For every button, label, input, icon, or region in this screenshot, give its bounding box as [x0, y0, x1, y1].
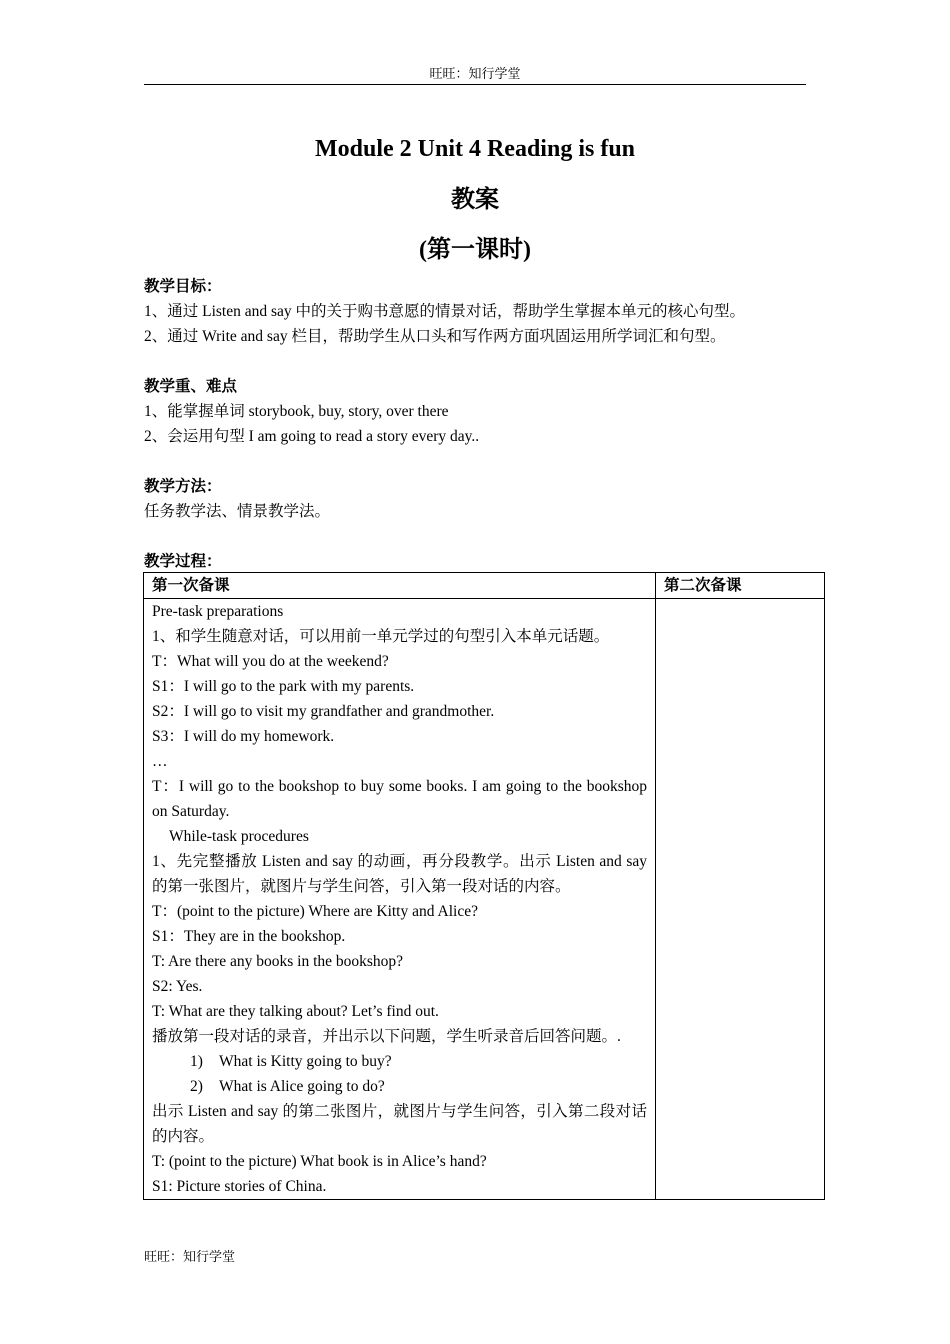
first-prep-content — [144, 599, 656, 1200]
stage-label: While-task procedures — [169, 828, 309, 845]
objective-item: 1、通过 Listen and say 中的关于购书意愿的情景对话，帮助学生掌握本单元的核心句型。 — [144, 303, 746, 320]
page-footer: 旺旺：知行学堂 — [144, 1249, 236, 1264]
document-subtitle: 教案 — [451, 187, 499, 213]
question-item — [152, 1049, 647, 1074]
process-step: 1、先完整播放 Listen and say 的动画，再分段教学。出示 Listen and say 的第一张图片，就图片与学生问答，引入第一段对话的内容。 — [152, 853, 647, 895]
objectives-section — [144, 274, 824, 574]
first-prep-header: 第一次备课 — [144, 573, 656, 599]
key-point-item: 1、能掌握单词 storybook, buy, story, over there — [144, 403, 449, 420]
document-title: Module 2 Unit 4 Reading is fun — [314, 136, 636, 162]
lesson-period: (第一课时) — [419, 237, 531, 263]
dialogue-line: T：What will you do at the weekend? — [152, 653, 389, 670]
ellipsis: … — [152, 753, 168, 770]
dialogue-line: S2: Yes. — [152, 978, 203, 995]
dialogue-line: T：(point to the picture) Where are Kitty and Alice? — [152, 903, 478, 920]
process-heading: 教学过程： — [144, 553, 222, 570]
dialogue-line: S1: Picture stories of China. — [152, 1178, 327, 1195]
methods-text: 任务教学法、情景教学法。 — [144, 503, 331, 520]
dialogue-line: T: What are they talking about? Let’s find out. — [152, 1003, 439, 1020]
question-number: 2) — [190, 1078, 203, 1095]
second-prep-header: 第二次备课 — [656, 573, 825, 599]
process-step: 1、和学生随意对话，可以用前一单元学过的句型引入本单元话题。 — [152, 628, 610, 645]
question-text: What is Kitty going to buy? — [219, 1053, 392, 1070]
dialogue-line: S2：I will go to visit my grandfather and grandmother. — [152, 703, 495, 720]
question-item — [152, 1074, 647, 1099]
question-number: 1) — [190, 1053, 203, 1070]
key-points-heading: 教学重、难点 — [144, 378, 238, 395]
key-point-item: 2、会运用句型 I am going to read a story every day.. — [144, 428, 480, 445]
second-prep-content — [656, 599, 825, 1200]
stage-label: Pre-task preparations — [152, 603, 284, 620]
dialogue-line: T: (point to the picture) What book is in Alice’s hand? — [152, 1153, 487, 1170]
lesson-process-table — [143, 572, 825, 1200]
process-step: 出示 Listen and say 的第二张图片，就图片与学生问答，引入第二段对话的内容。 — [152, 1103, 647, 1145]
dialogue-line: T: Are there any books in the bookshop? — [152, 953, 404, 970]
objectives-heading: 教学目标： — [144, 278, 222, 295]
process-step: 播放第一段对话的录音，并出示以下问题，学生听录音后回答问题。. — [152, 1028, 621, 1045]
dialogue-line: S1：They are in the bookshop. — [152, 928, 346, 945]
dialogue-line: S1：I will go to the park with my parents. — [152, 678, 415, 695]
objective-item: 2、通过 Write and say 栏目，帮助学生从口头和写作两方面巩固运用所学词汇和句型。 — [144, 328, 726, 345]
methods-heading: 教学方法： — [144, 478, 222, 495]
page-header: 旺旺：知行学堂 — [144, 64, 806, 85]
dialogue-line: S3：I will do my homework. — [152, 728, 335, 745]
dialogue-line: T：I will go to the bookshop to buy some books. I am going to the bookshop on Saturday. — [152, 778, 647, 820]
question-text: What is Alice going to do? — [219, 1078, 385, 1095]
